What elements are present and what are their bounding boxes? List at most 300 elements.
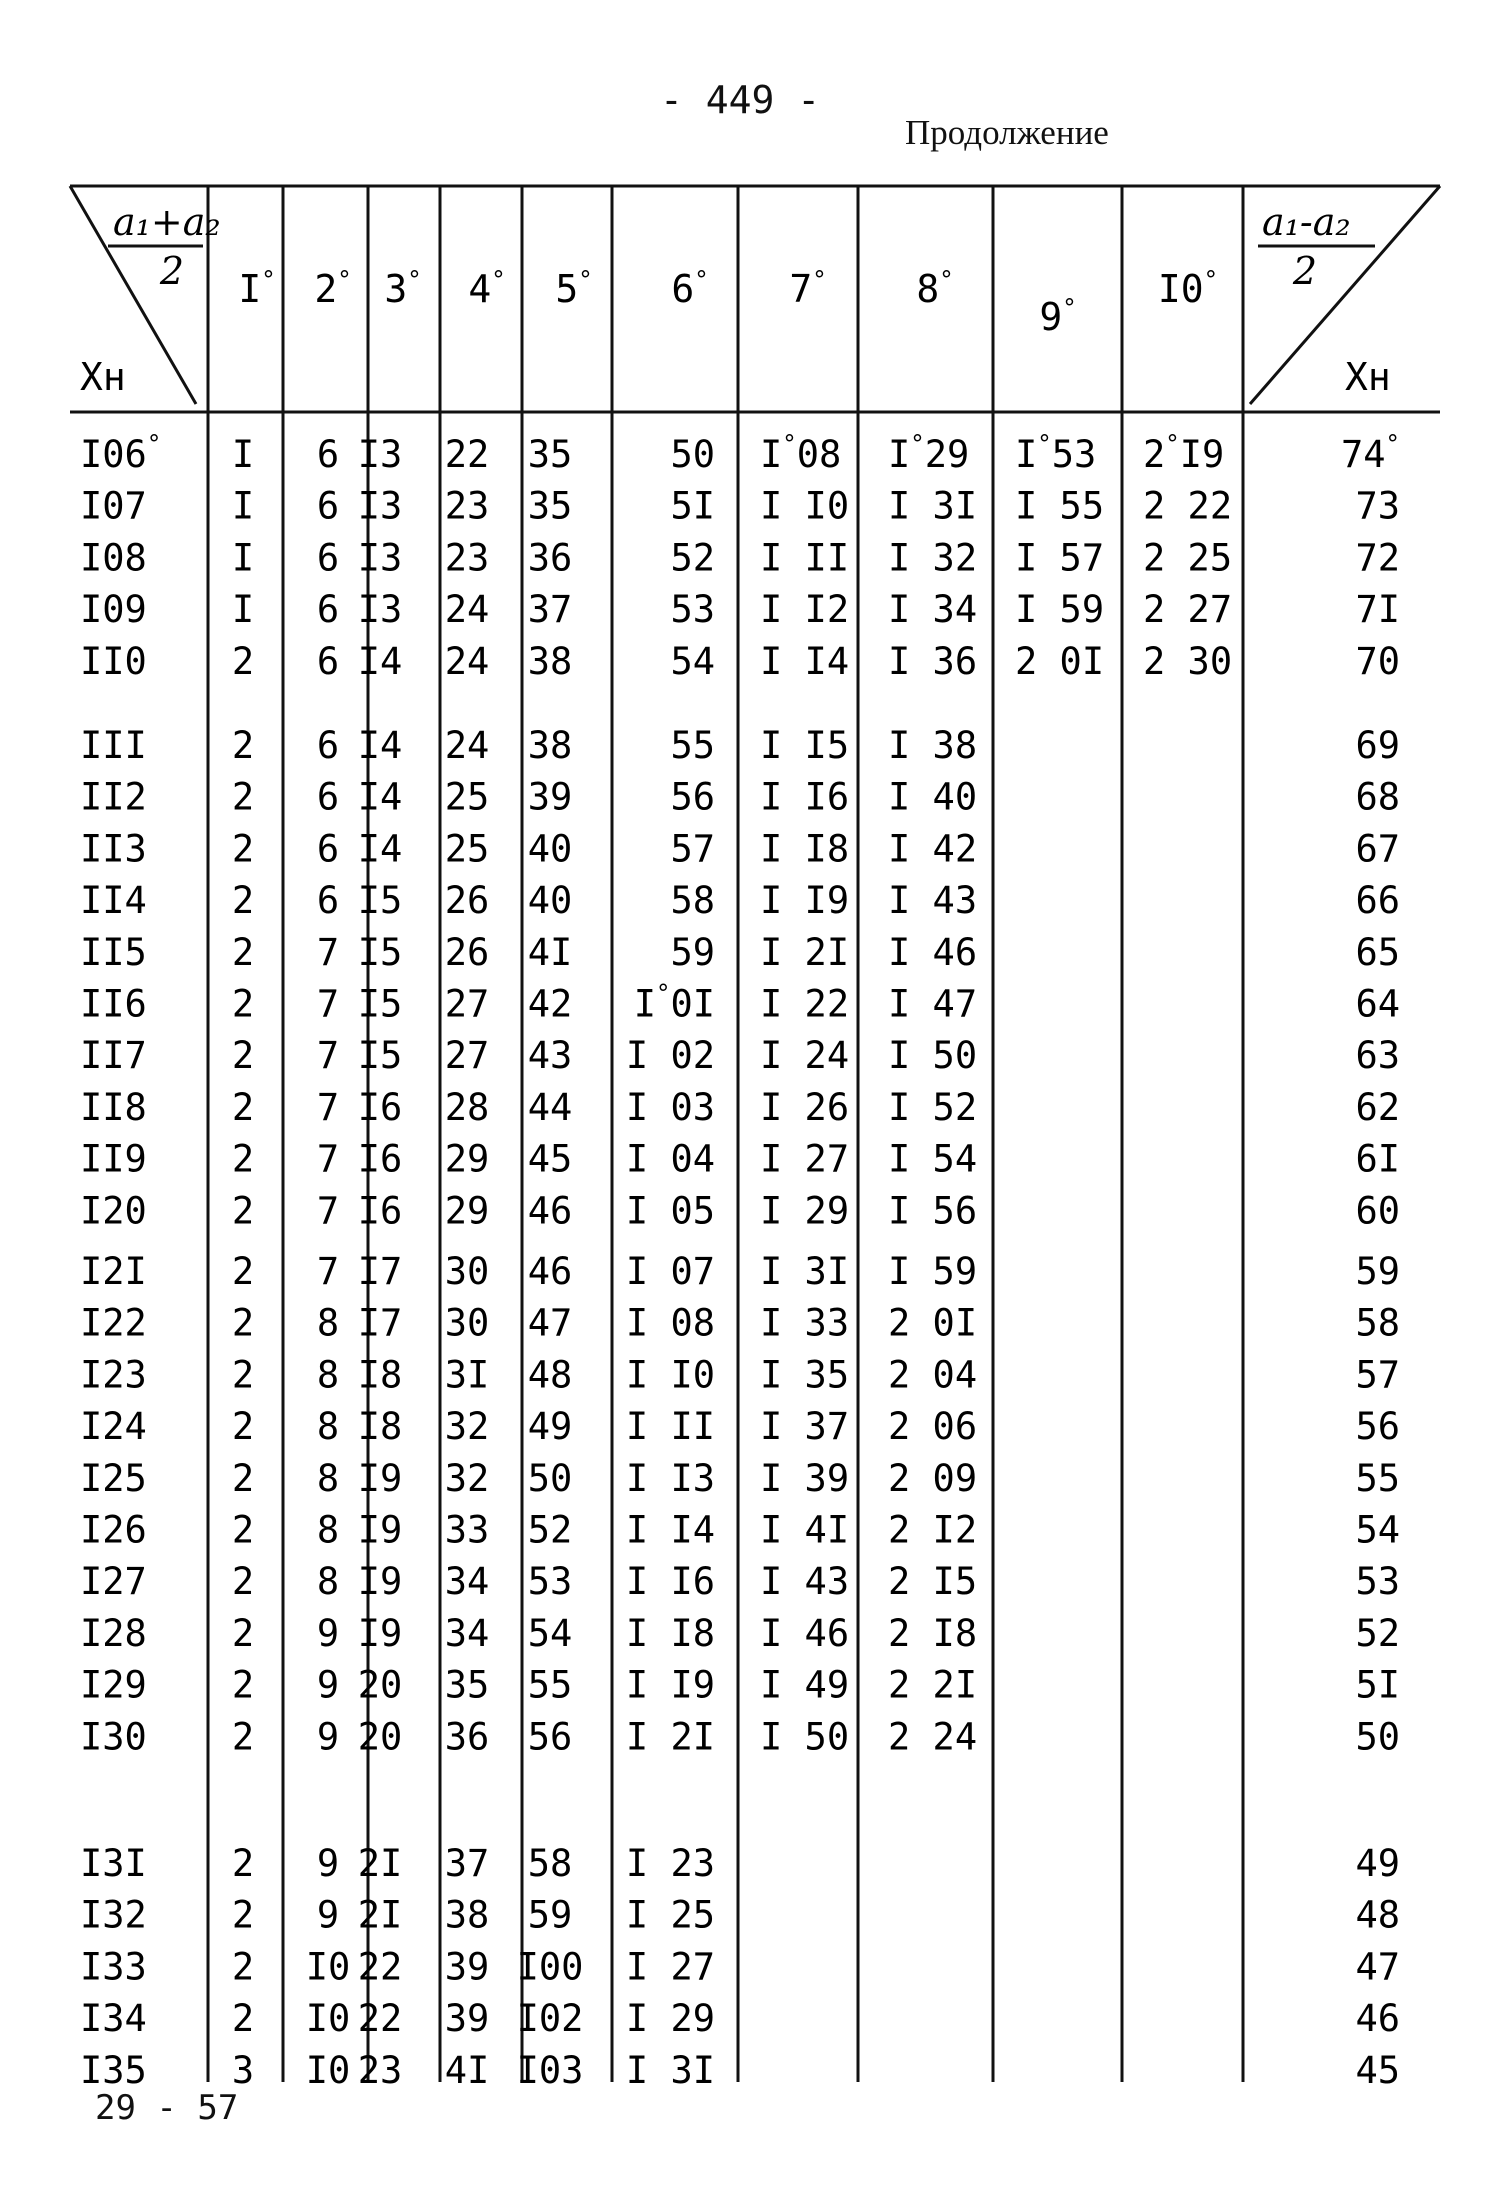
- table-cell: 49: [527, 1405, 573, 1449]
- table-cell: I 50: [760, 1715, 850, 1759]
- table-cell: I 27: [625, 1945, 715, 1989]
- table-cell: 58: [527, 1842, 573, 1885]
- table-cell: 30: [444, 1250, 490, 1293]
- table-cell: 47: [1355, 1945, 1400, 1989]
- table-cell: I: [231, 536, 255, 580]
- table-cell: I03: [516, 2048, 584, 2092]
- column-header: 4°: [468, 266, 506, 311]
- table-cell: I I3: [625, 1456, 715, 1500]
- table-cell: 2: [231, 1611, 255, 1655]
- table-cell: I35: [80, 2048, 147, 2092]
- table-cell: I I6: [760, 775, 850, 819]
- table-cell: 54: [670, 639, 715, 683]
- table-cell: 2: [231, 1508, 255, 1552]
- table-cell: I3I: [80, 1842, 147, 1885]
- table-cell: 2: [231, 1250, 255, 1293]
- table-cell: 55: [1355, 1456, 1400, 1500]
- table-cell: I 39: [760, 1456, 850, 1500]
- table-grid: [70, 186, 1440, 2082]
- table-cell: 24: [444, 639, 490, 683]
- table-cell: 3: [231, 2048, 255, 2092]
- table-cell: II5: [80, 930, 147, 974]
- table-cell: I20: [80, 1189, 147, 1233]
- table-cell: I 07: [625, 1250, 715, 1293]
- table-cell: II3: [80, 827, 147, 871]
- table-cell: 39: [444, 1997, 490, 2041]
- table-cell: 70: [1355, 639, 1400, 683]
- table-cell: 2: [231, 1842, 255, 1885]
- table-cell: 30: [444, 1301, 490, 1345]
- table-cell: 7I: [1355, 588, 1400, 632]
- table-cell: I5: [357, 1034, 403, 1078]
- table-cell: I°0I: [633, 979, 715, 1026]
- table-cell: 9: [316, 1611, 340, 1655]
- table-cell: I0: [305, 2048, 351, 2092]
- table-cell: 2: [231, 1893, 255, 1937]
- table-cell: I 2I: [625, 1715, 715, 1759]
- table-cell: 56: [670, 775, 715, 819]
- table-cell: 62: [1355, 1085, 1400, 1129]
- table-cell: I8: [357, 1405, 403, 1449]
- table-cell: 50: [527, 1456, 573, 1500]
- table-cell: II7: [80, 1034, 147, 1078]
- table-cell: I: [231, 433, 255, 476]
- table-cell: I09: [80, 588, 147, 632]
- table-cell: 6: [316, 536, 340, 580]
- table-cell: I06°: [80, 430, 162, 476]
- table-cell: 6: [316, 588, 340, 632]
- continuation-label: Продолжение: [905, 113, 1109, 152]
- table-cell: 2: [231, 1353, 255, 1397]
- table-cell: 2 06: [888, 1405, 978, 1449]
- corner-left-numerator: a₁+a₂: [113, 200, 221, 244]
- table-cell: 25: [444, 827, 490, 871]
- column-header: 3°: [384, 266, 422, 311]
- table-cell: 7: [316, 1137, 340, 1181]
- table-cell: 63: [1355, 1034, 1400, 1078]
- column-header: I°: [238, 266, 276, 311]
- table-cell: 7: [316, 930, 340, 974]
- table-cell: 34: [444, 1560, 490, 1604]
- table-cell: I 29: [760, 1189, 850, 1233]
- corner-right-numerator: a₁-a₂: [1262, 200, 1351, 244]
- table-cell: I8: [357, 1353, 403, 1397]
- table-cell: 46: [527, 1250, 573, 1293]
- table-cell: I08: [80, 536, 147, 580]
- table-cell: 38: [527, 724, 573, 767]
- table-cell: 9: [316, 1715, 340, 1759]
- table-cell: 2 30: [1143, 639, 1233, 683]
- column-header: I0°: [1157, 266, 1219, 311]
- column-header: 6°: [671, 266, 709, 311]
- table-cell: I 26: [760, 1085, 850, 1129]
- table-cell: 20: [357, 1715, 403, 1759]
- table-cell: I3: [357, 433, 403, 476]
- table-cell: I I5: [760, 724, 850, 767]
- table-cell: 35: [444, 1663, 490, 1707]
- table-cell: 22: [444, 433, 490, 476]
- table-cell: 2: [231, 879, 255, 923]
- table-cell: I I0: [625, 1353, 715, 1397]
- table-cell: I 3I: [888, 484, 978, 528]
- table-cell: I23: [80, 1353, 147, 1397]
- table-cell: 26: [444, 930, 490, 974]
- table-cell: 46: [1355, 1997, 1400, 2041]
- table-cell: 27: [444, 1034, 490, 1078]
- table-cell: 50: [1355, 1715, 1400, 1759]
- table-cell: I: [231, 588, 255, 632]
- table-cell: 6: [316, 879, 340, 923]
- table-cell: I34: [80, 1997, 147, 2041]
- table-cell: I 34: [888, 588, 978, 632]
- table-cell: 57: [1355, 1353, 1400, 1397]
- table-cell: I 27: [760, 1137, 850, 1181]
- table-cell: I 25: [625, 1893, 715, 1937]
- table-cell: 2I: [357, 1842, 403, 1885]
- table-cell: 54: [527, 1611, 573, 1655]
- table-cell: 2 2I: [888, 1663, 978, 1707]
- table-cell: 6: [316, 639, 340, 683]
- table-cell: 40: [527, 827, 573, 871]
- table-cell: 32: [444, 1456, 490, 1500]
- column-header: 2°: [314, 266, 352, 311]
- table-cell: 36: [527, 536, 573, 580]
- table-cell: 24: [444, 724, 490, 767]
- table-cell: 3I: [444, 1353, 490, 1397]
- column-header: 5°: [555, 266, 593, 311]
- table-cell: 9: [316, 1893, 340, 1937]
- table-cell: 72: [1355, 536, 1400, 580]
- table-cell: I 42: [888, 827, 978, 871]
- table-cell: 59: [670, 930, 715, 974]
- table-cell: I6: [357, 1137, 403, 1181]
- table-cell: I I0: [760, 484, 850, 528]
- table-cell: 5I: [1355, 1663, 1400, 1707]
- table-cell: 32: [444, 1405, 490, 1449]
- table-cell: 46: [527, 1189, 573, 1233]
- table-cell: I29: [80, 1663, 147, 1707]
- table-cell: 67: [1355, 827, 1400, 871]
- table-cell: I30: [80, 1715, 147, 1759]
- table-cell: I 2I: [760, 930, 850, 974]
- column-header: 9°: [1039, 294, 1077, 339]
- table-cell: 29: [444, 1189, 490, 1233]
- table-cell: 2I: [357, 1893, 403, 1937]
- corner-left-row-label: Xн: [80, 355, 126, 399]
- table-cell: I00: [516, 1945, 584, 1989]
- table-cell: 20: [357, 1663, 403, 1707]
- table-cell: I3: [357, 588, 403, 632]
- table-cell: 52: [670, 536, 715, 580]
- table-cell: I 54: [888, 1137, 978, 1181]
- table-cell: I°53: [1015, 430, 1097, 476]
- table-cell: 2: [231, 827, 255, 871]
- table-cell: 65: [1355, 930, 1400, 974]
- table-cell: 2: [231, 1405, 255, 1449]
- table-cell: I 56: [888, 1189, 978, 1233]
- table-cell: I I4: [760, 639, 850, 683]
- table-cell: I 24: [760, 1034, 850, 1078]
- table-cell: 44: [527, 1085, 573, 1129]
- table-cell: 24: [444, 588, 490, 632]
- table-cell: 7: [316, 1034, 340, 1078]
- table-cell: I I9: [625, 1663, 715, 1707]
- table-cell: 53: [670, 588, 715, 632]
- table-cell: 4I: [444, 2048, 490, 2092]
- table-cell: 2: [231, 1945, 255, 1989]
- table-cell: 58: [670, 879, 715, 923]
- table-cell: 27: [444, 982, 490, 1026]
- table-cell: 5I: [670, 484, 715, 528]
- table-cell: I4: [357, 639, 403, 683]
- table-cell: I I9: [760, 879, 850, 923]
- table-cell: 48: [527, 1353, 573, 1397]
- column-headers: [238, 266, 1218, 339]
- table-cell: 2 I5: [888, 1560, 978, 1604]
- table-cell: 6: [316, 724, 340, 767]
- table-body: [80, 430, 1400, 2092]
- table-cell: I 36: [888, 639, 978, 683]
- table-cell: I 32: [888, 536, 978, 580]
- table-cell: 23: [444, 484, 490, 528]
- table-cell: I 49: [760, 1663, 850, 1707]
- table-cell: 2: [231, 1715, 255, 1759]
- table-cell: II4: [80, 879, 147, 923]
- page-number: - 449 -: [660, 78, 821, 122]
- table-cell: 2 I8: [888, 1611, 978, 1655]
- table-cell: I°08: [760, 430, 842, 476]
- table-cell: I I4: [625, 1508, 715, 1552]
- table-cell: II2: [80, 775, 147, 819]
- table-cell: 2: [231, 1663, 255, 1707]
- table-cell: I7: [357, 1301, 403, 1345]
- table-cell: I32: [80, 1893, 147, 1937]
- table-cell: 36: [444, 1715, 490, 1759]
- table-cell: 29: [444, 1137, 490, 1181]
- table-cell: I 33: [760, 1301, 850, 1345]
- table-cell: I I2: [760, 588, 850, 632]
- table-cell: 9: [316, 1663, 340, 1707]
- table-cell: 45: [1355, 2048, 1400, 2092]
- table-cell: 33: [444, 1508, 490, 1552]
- table-cell: 8: [316, 1301, 340, 1345]
- table-cell: I 43: [888, 879, 978, 923]
- table-cell: 8: [316, 1560, 340, 1604]
- table-cell: 2: [231, 1034, 255, 1078]
- table-cell: 8: [316, 1508, 340, 1552]
- table-cell: I 40: [888, 775, 978, 819]
- table-cell: I 55: [1015, 484, 1105, 528]
- table-cell: 4I: [527, 930, 573, 974]
- table-cell: II0: [80, 639, 147, 683]
- column-header: 7°: [789, 266, 827, 311]
- table-cell: 52: [527, 1508, 573, 1552]
- table-cell: I 46: [760, 1611, 850, 1655]
- table-cell: I5: [357, 930, 403, 974]
- table-cell: 22: [357, 1997, 403, 2041]
- table-cell: 47: [527, 1301, 573, 1345]
- table-cell: I 04: [625, 1137, 715, 1181]
- table-cell: I27: [80, 1560, 147, 1604]
- table-cell: I5: [357, 879, 403, 923]
- table-cell: I0: [305, 1997, 351, 2041]
- table-cell: 23: [444, 536, 490, 580]
- table-cell: 53: [1355, 1560, 1400, 1604]
- table-cell: I26: [80, 1508, 147, 1552]
- table-cell: I 57: [1015, 536, 1105, 580]
- table-cell: 64: [1355, 982, 1400, 1026]
- table-cell: 8: [316, 1405, 340, 1449]
- table-cell: I4: [357, 724, 403, 767]
- table-cell: 7: [316, 1085, 340, 1129]
- table-cell: 2: [231, 1301, 255, 1345]
- table-cell: I I6: [625, 1560, 715, 1604]
- table-cell: 2 27: [1143, 588, 1233, 632]
- table-cell: 2 22: [1143, 484, 1233, 528]
- table-cell: I5: [357, 982, 403, 1026]
- table-cell: 6I: [1355, 1137, 1400, 1181]
- footer-code: 29 - 57: [95, 2088, 239, 2128]
- table-cell: 40: [527, 879, 573, 923]
- table-cell: 2 0I: [888, 1301, 978, 1345]
- table-cell: 2: [231, 1997, 255, 2041]
- table-cell: I9: [357, 1560, 403, 1604]
- table-cell: 6: [316, 775, 340, 819]
- table-cell: III: [80, 724, 147, 767]
- table-cell: 34: [444, 1611, 490, 1655]
- table-cell: I 3I: [760, 1250, 850, 1293]
- table-cell: 52: [1355, 1611, 1400, 1655]
- table-cell: 66: [1355, 879, 1400, 923]
- table-cell: 23: [357, 2048, 403, 2092]
- table-cell: 6: [316, 827, 340, 871]
- table-cell: 2: [231, 1137, 255, 1181]
- table-cell: 54: [1355, 1508, 1400, 1552]
- table-cell: I 05: [625, 1189, 715, 1233]
- table-cell: 37: [527, 588, 573, 632]
- table-cell: 7: [316, 1189, 340, 1233]
- table-cell: 8: [316, 1456, 340, 1500]
- table-cell: 48: [1355, 1893, 1400, 1937]
- table-cell: I6: [357, 1085, 403, 1129]
- table-cell: I24: [80, 1405, 147, 1449]
- table-cell: I 4I: [760, 1508, 850, 1552]
- table-cell: 2: [231, 1456, 255, 1500]
- table-cell: I 52: [888, 1085, 978, 1129]
- table-cell: 39: [527, 775, 573, 819]
- table-cell: I2I: [80, 1250, 147, 1293]
- table-cell: I28: [80, 1611, 147, 1655]
- table-cell: 38: [444, 1893, 490, 1937]
- table-cell: II6: [80, 982, 147, 1026]
- table-cell: I33: [80, 1945, 147, 1989]
- table-cell: 6: [316, 484, 340, 528]
- table-cell: I25: [80, 1456, 147, 1500]
- table-cell: 2: [231, 639, 255, 683]
- table-cell: 56: [1355, 1405, 1400, 1449]
- table-cell: II9: [80, 1137, 147, 1181]
- table-cell: 2: [231, 1085, 255, 1129]
- table-cell: I 08: [625, 1301, 715, 1345]
- table-cell: I6: [357, 1189, 403, 1233]
- table-cell: 2 24: [888, 1715, 978, 1759]
- table-cell: 55: [527, 1663, 573, 1707]
- table-cell: 49: [1355, 1842, 1400, 1885]
- table-cell: 2: [231, 1560, 255, 1604]
- table-cell: 2 I2: [888, 1508, 978, 1552]
- column-header: 8°: [916, 266, 954, 311]
- table-cell: 7: [316, 982, 340, 1026]
- table-cell: 43: [527, 1034, 573, 1078]
- table-cell: I4: [357, 827, 403, 871]
- table-cell: 42: [527, 982, 573, 1026]
- table-cell: 22: [357, 1945, 403, 1989]
- table-cell: 59: [527, 1893, 573, 1937]
- table-cell: 74°: [1340, 430, 1400, 476]
- table-cell: 9: [316, 1842, 340, 1885]
- table-cell: 35: [527, 484, 573, 528]
- table-cell: I 29: [625, 1997, 715, 2041]
- table-cell: I3: [357, 484, 403, 528]
- table-cell: I0: [305, 1945, 351, 1989]
- table-cell: I I8: [625, 1611, 715, 1655]
- table-cell: 26: [444, 879, 490, 923]
- table-cell: 60: [1355, 1189, 1400, 1233]
- table-cell: 53: [527, 1560, 573, 1604]
- table-cell: I4: [357, 775, 403, 819]
- table-cell: 68: [1355, 775, 1400, 819]
- table-cell: 38: [527, 639, 573, 683]
- table-cell: I7: [357, 1250, 403, 1293]
- table-cell: I 02: [625, 1034, 715, 1078]
- table-cell: I 59: [888, 1250, 978, 1293]
- table-cell: I 3I: [625, 2048, 715, 2092]
- table-cell: I 23: [625, 1842, 715, 1885]
- table-cell: 69: [1355, 724, 1400, 767]
- table-cell: 37: [444, 1842, 490, 1885]
- table-cell: I3: [357, 536, 403, 580]
- table-cell: 39: [444, 1945, 490, 1989]
- table-cell: 58: [1355, 1301, 1400, 1345]
- table-cell: I 43: [760, 1560, 850, 1604]
- table-cell: 57: [670, 827, 715, 871]
- table-cell: I9: [357, 1456, 403, 1500]
- table-cell: I22: [80, 1301, 147, 1345]
- table-cell: 2 0I: [1015, 639, 1105, 683]
- table-cell: 73: [1355, 484, 1400, 528]
- table-cell: 8: [316, 1353, 340, 1397]
- table-cell: 55: [670, 724, 715, 767]
- table-cell: 2: [231, 775, 255, 819]
- table-cell: I07: [80, 484, 147, 528]
- table-cell: 2: [231, 982, 255, 1026]
- table-cell: I 47: [888, 982, 978, 1026]
- table-cell: 2: [231, 1189, 255, 1233]
- table-cell: 35: [527, 433, 573, 476]
- table-cell: 56: [527, 1715, 573, 1759]
- table-cell: 25: [444, 775, 490, 819]
- table-cell: I9: [357, 1508, 403, 1552]
- table-cell: 6: [316, 433, 340, 476]
- table-cell: I 37: [760, 1405, 850, 1449]
- table-cell: 2 09: [888, 1456, 978, 1500]
- table-cell: I02: [516, 1997, 584, 2041]
- table-cell: 45: [527, 1137, 573, 1181]
- table-cell: I 59: [1015, 588, 1105, 632]
- table-cell: 2 04: [888, 1353, 978, 1397]
- table-cell: I I8: [760, 827, 850, 871]
- table-cell: I 50: [888, 1034, 978, 1078]
